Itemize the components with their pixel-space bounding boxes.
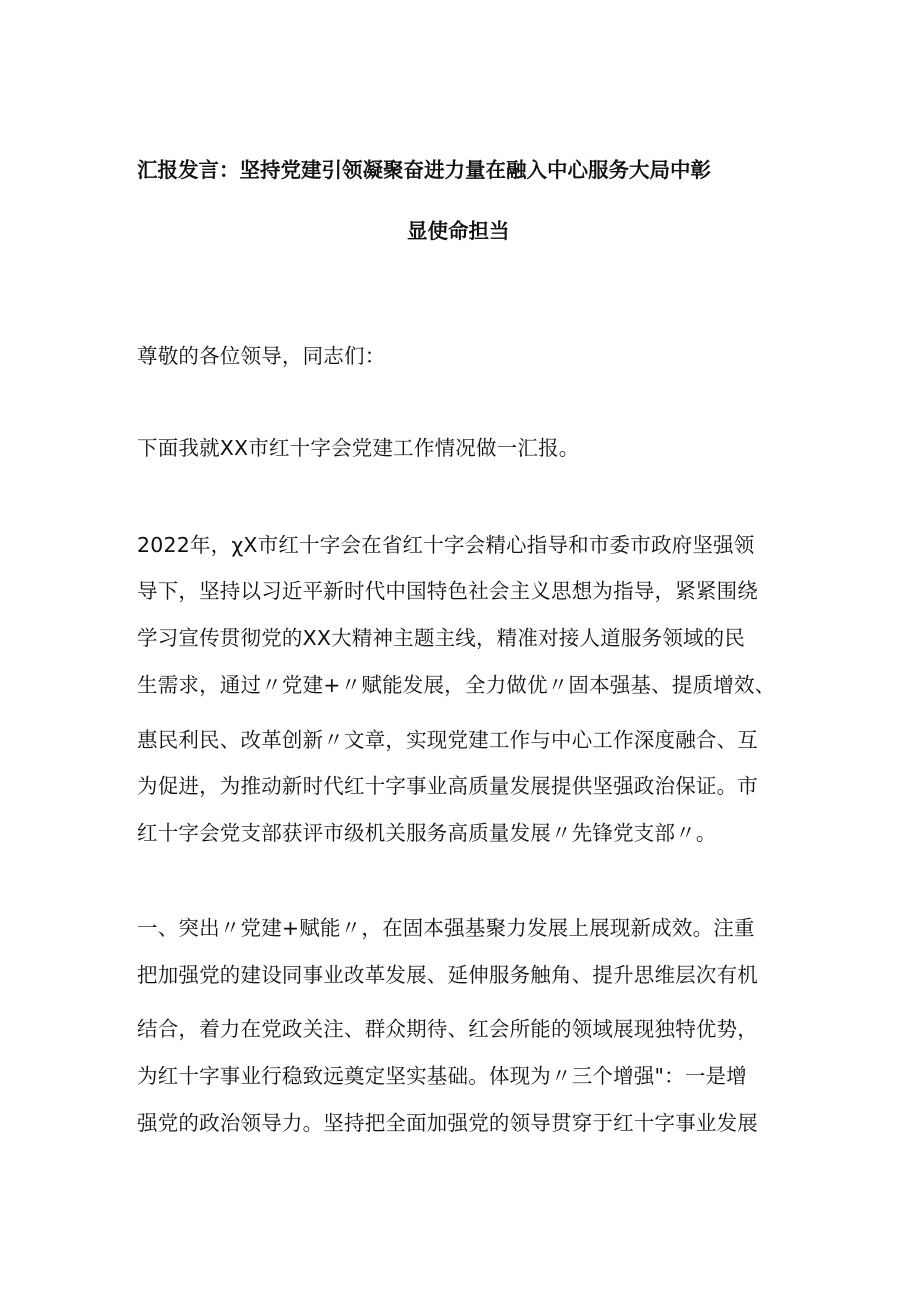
paragraph-1-line: 2022年，χX市红十字会在省红十字会精心指导和市委市政府坚强领 bbox=[137, 533, 755, 557]
paragraph-1-line: 惠民利民、改革创新〃文章，实现党建工作与中心工作深度融合、互 bbox=[137, 728, 758, 752]
paragraph-1-line: 学习宣传贯彻党的XX大精神主题主线，精准对接人道服务领域的民 bbox=[137, 626, 746, 650]
paragraph-2-line: 强党的政治领导力。坚持把全面加强党的领导贯穿于红十字事业发展 bbox=[137, 1111, 758, 1135]
salutation: 尊敬的各位领导，同志们： bbox=[137, 344, 386, 368]
document-title-line-1: 汇报发言：坚持党建引领凝聚奋进力量在融入中心服务大局中彰 bbox=[137, 158, 711, 182]
paragraph-2-line: 把加强党的建设同事业改革发展、延伸服务触角、提升思维层次有机 bbox=[137, 963, 758, 987]
paragraph-2-line: 一、突出〃党建+赋能〃，在固本强基聚力发展上展现新成效。注重 bbox=[137, 916, 755, 940]
paragraph-1-line: 红十字会党支部获评市级机关服务高质量发展〃先锋党支部〃。 bbox=[137, 821, 717, 845]
paragraph-1-line: 为促进，为推动新时代红十字事业高质量发展提供坚强政治保证。市 bbox=[137, 774, 758, 798]
paragraph-2-line: 为红十字事业行稳致远奠定坚实基础。体现为〃三个增强"：一是增 bbox=[137, 1064, 747, 1088]
intro-paragraph: 下面我就XX市红十字会党建工作情况做一汇报。 bbox=[137, 436, 580, 460]
paragraph-1-line: 导下，坚持以习近平新时代中国特色社会主义思想为指导，紧紧围绕 bbox=[137, 579, 758, 603]
paragraph-2-line: 结合，着力在党政关注、群众期待、红会所能的领域展现独特优势， bbox=[137, 1017, 758, 1041]
document-title-line-2: 显使命担当 bbox=[407, 219, 510, 243]
paragraph-1-line: 生需求，通过〃党建+〃赋能发展，全力做优〃固本强基、提质增效、 bbox=[137, 673, 776, 697]
